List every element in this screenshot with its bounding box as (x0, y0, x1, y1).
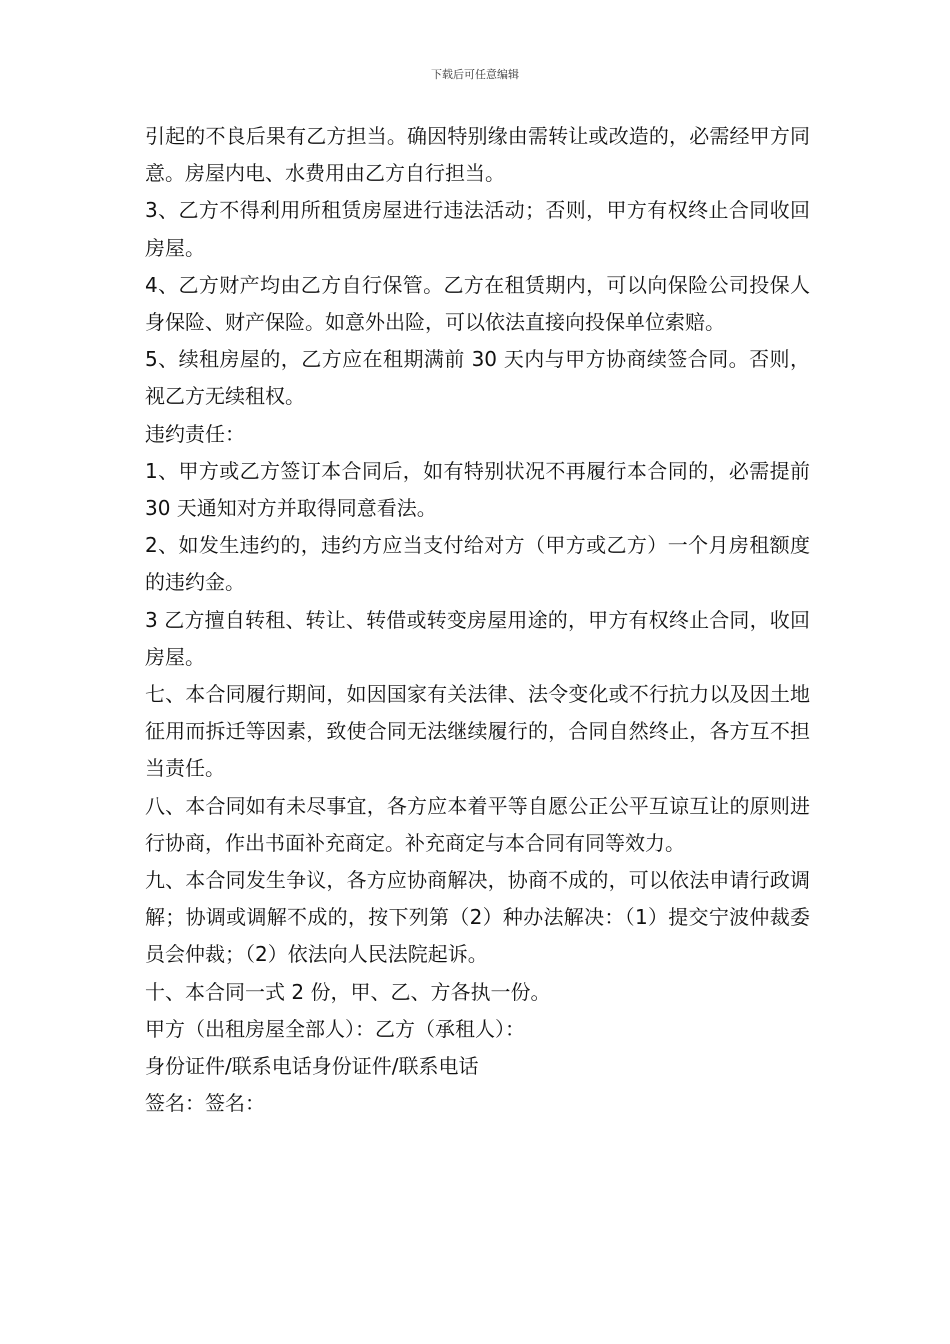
paragraph: 3、乙方不得利用所租赁房屋进行违法活动；否则，甲方有权终止合同收回房屋。 (145, 198, 810, 260)
paragraph: 引起的不良后果有乙方担当。确因特别缘由需转让或改造的，必需经甲方同意。房屋内电、水费用由乙方自行担当。 (145, 124, 810, 186)
paragraph: 5、续租房屋的，乙方应在租期满前 30 天内与甲方协商续签合同。否则，视乙方无续租权。 (145, 347, 810, 409)
paragraph: 4、乙方财产均由乙方自行保管。乙方在租赁期内，可以向保险公司投保人身保险、财产保险。如意外出险，可以依法直接向投保单位索赔。 (145, 272, 810, 335)
paragraph: 1、甲方或乙方签订本合同后，如有特别状况不再履行本合同的，必需提前 30 天通知对方并取得同意看法。 (145, 458, 810, 521)
signature-id-line: 身份证件/联系电话身份证件/联系电话 (145, 1054, 479, 1079)
paragraph: 十、本合同一式 2 份，甲、乙、方各执一份。 (145, 979, 551, 1004)
paragraph: 七、本合同履行期间，如因国家有关法律、法令变化或不行抗力以及因土地征用而拆迁等因素，致使合同无法继续履行的，合同自然终止，各方互不担当责任。 (145, 682, 810, 781)
paragraph: 九、本合同发生争议，各方应协商解决，协商不成的，可以依法申请行政调解；协调或调解不成的，按下列第（2）种办法解决：（1）提交宁波仲裁委员会仲裁；（2）依法向人民法院起诉。 (145, 868, 810, 967)
paragraph: 2、如发生违约的，违约方应当支付给对方（甲方或乙方）一个月房租额度的违约金。 (145, 533, 810, 595)
document-body (145, 118, 810, 1122)
signature-sign-line: 签名：签名： (145, 1091, 265, 1116)
paragraph: 3 乙方擅自转租、转让、转借或转变房屋用途的，甲方有权终止合同，收回房屋。 (145, 607, 810, 669)
paragraph: 八、本合同如有未尽事宜，各方应本着平等自愿公正公平互谅互让的原则进行协商，作出书面补充商定。补充商定与本合同有同等效力。 (145, 793, 810, 855)
section-heading: 违约责任： (145, 421, 245, 446)
signature-parties-line: 甲方（出租房屋全部人）：乙方（承租人）： (145, 1016, 525, 1041)
page-header: 下载后可任意编辑 (431, 68, 519, 81)
